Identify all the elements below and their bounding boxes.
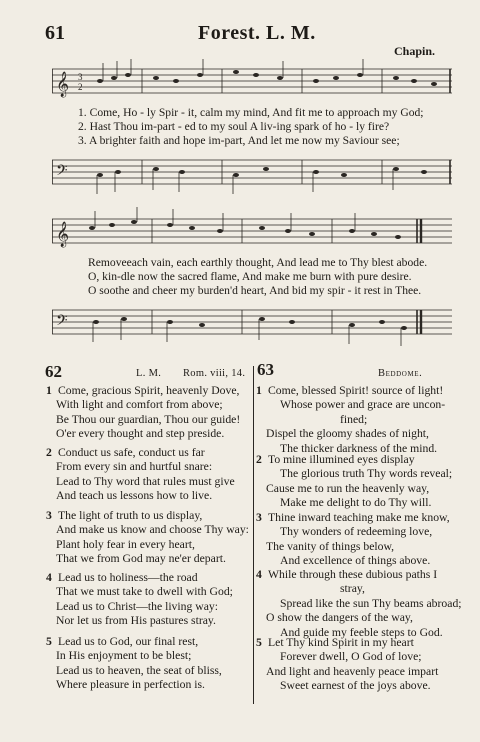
stanza-line: And light and heavenly peace impart xyxy=(266,664,439,678)
stanza-line: The thicker darkness of the mind. xyxy=(280,441,438,455)
hymn-meter: L. M. xyxy=(136,368,162,379)
stanza-63-3 xyxy=(256,511,456,569)
stanza-line: Cause me to run the heavenly way, xyxy=(266,481,430,495)
stanza-number: 4 xyxy=(46,571,52,584)
stanza-63-2 xyxy=(256,453,456,511)
stanza-number: 2 xyxy=(256,453,262,466)
hymn-author: Beddome. xyxy=(378,368,423,379)
stanza-line: Lead to Thy word that rules must give xyxy=(56,474,235,488)
tune-title: Forest. L. M. xyxy=(198,22,316,44)
stanza-line: Thy wonders of redeeming love, xyxy=(280,525,433,539)
svg-text:𝄢: 𝄢 xyxy=(56,162,68,182)
stanza-line: Come, gracious Spirit, heavenly Dove, xyxy=(58,384,240,397)
stanza-number: 5 xyxy=(256,636,262,649)
stanza-line: And guide my feeble steps to God. xyxy=(280,625,443,639)
lyric-line-1-3: 3. A brighter faith and hope im-part, And let me now my Saviour see; xyxy=(78,134,400,147)
stanza-63-5 xyxy=(256,636,456,694)
stanza-line: O show the dangers of the way, xyxy=(266,611,413,625)
svg-text:2: 2 xyxy=(78,82,83,92)
music-staff-treble-2 xyxy=(52,205,452,253)
stanza-line: Where pleasure in perfection is. xyxy=(56,678,205,692)
stanza-number: 1 xyxy=(46,384,52,397)
music-staff-bass-2 xyxy=(52,298,452,348)
stanza-63-1 xyxy=(256,384,456,456)
stanza-line: From every sin and hurtful snare: xyxy=(56,460,213,474)
stanza-62-4 xyxy=(46,571,250,629)
stanza-number: 2 xyxy=(46,446,52,459)
stanza-line: Whose power and grace are uncon- xyxy=(280,398,446,412)
stanza-line: And teach us lessons how to live. xyxy=(56,489,213,503)
svg-text:𝄞: 𝄞 xyxy=(56,221,70,246)
hymn-number-62: 62 xyxy=(45,362,62,381)
stanza-line: Dispel the gloomy shades of night, xyxy=(266,427,429,441)
stanza-line: That we must take to dwell with God; xyxy=(56,585,233,599)
svg-text:𝄞: 𝄞 xyxy=(56,71,70,96)
stanza-number: 4 xyxy=(256,568,262,581)
stanza-line: fined; xyxy=(340,412,368,426)
lyric-line-2-2: O, kin-dle now the sacred flame, And make me burn with pure desire. xyxy=(88,270,412,283)
stanza-line: Come, blessed Spirit! source of light! xyxy=(268,384,444,397)
music-staff-bass-1 xyxy=(52,148,452,198)
svg-text:3: 3 xyxy=(78,72,83,82)
stanza-line: Nor let us from His pastures stray. xyxy=(56,614,216,628)
stanza-62-2 xyxy=(46,446,250,504)
stanza-line: Conduct us safe, conduct us far xyxy=(58,446,205,459)
stanza-line: To mine illumined eyes display xyxy=(268,453,415,466)
stanza-line: And make us know and choose Thy way: xyxy=(56,523,249,537)
lyric-line-1-2: 2. Hast Thou im-part - ed to my soul A liv-ing spark of ho - ly fire? xyxy=(78,120,390,133)
svg-text:𝄢: 𝄢 xyxy=(56,312,68,332)
stanza-62-5 xyxy=(46,635,250,693)
stanza-line: And excellence of things above. xyxy=(280,554,431,568)
lyric-line-1-1: 1. Come, Ho - ly Spir - it, calm my mind, And fit me to approach my God; xyxy=(78,106,424,119)
stanza-line: Lead us to heaven, the seat of bliss, xyxy=(56,663,222,677)
stanza-line: Forever dwell, O God of love; xyxy=(280,650,422,664)
stanza-line: stray, xyxy=(340,582,365,596)
stanza-line: The glorious truth Thy words reveal; xyxy=(280,467,453,481)
stanza-line: With light and comfort from above; xyxy=(56,398,223,412)
stanza-line: O'er every thought and step preside. xyxy=(56,427,225,441)
stanza-line: That we from God may ne'er depart. xyxy=(56,552,226,566)
stanza-63-4 xyxy=(256,568,462,640)
stanza-line: Lead us to holiness—the road xyxy=(58,571,198,584)
stanza-number: 3 xyxy=(46,509,52,522)
stanza-line: Lead us to God, our final rest, xyxy=(58,635,199,648)
stanza-number: 5 xyxy=(46,635,52,648)
hymn-number-63: 63 xyxy=(257,360,274,379)
stanza-62-3 xyxy=(46,509,250,567)
stanza-line: Let Thy kind Spirit in my heart xyxy=(268,636,414,649)
stanza-line: Sweet earnest of the joys above. xyxy=(280,679,431,693)
page-number: 61 xyxy=(45,22,65,44)
stanza-line: Be Thou our guardian, Thou our guide! xyxy=(56,412,241,426)
stanza-line: Plant holy fear in every heart, xyxy=(56,537,195,551)
stanza-line: While through these dubious paths I xyxy=(268,568,438,581)
stanza-line: In His enjoyment to be blest; xyxy=(56,649,192,663)
stanza-line: Thine inward teaching make me know, xyxy=(268,511,450,524)
stanza-line: Spread like the sun Thy beams abroad; xyxy=(280,596,462,610)
scripture-reference: Rom. viii, 14. xyxy=(183,368,246,379)
stanza-line: Lead us to Christ—the living way: xyxy=(56,599,218,613)
stanza-line: Make me delight to do Thy will. xyxy=(280,496,432,510)
column-divider xyxy=(253,366,254,704)
stanza-line: The light of truth to us display, xyxy=(58,509,203,522)
music-staff-treble-1 xyxy=(52,55,452,103)
composer-name: Chapin. xyxy=(394,44,436,58)
stanza-number: 3 xyxy=(256,511,262,524)
lyric-line-2-1: Removeeach vain, each earthly thought, And lead me to Thy blest abode. xyxy=(88,256,428,269)
stanza-line: The vanity of things below, xyxy=(266,539,395,553)
stanza-62-1 xyxy=(46,384,250,442)
stanza-number: 1 xyxy=(256,384,262,397)
lyric-line-2-3: O soothe and cheer my burden'd heart, And bid my spir - it rest in Thee. xyxy=(88,284,422,297)
